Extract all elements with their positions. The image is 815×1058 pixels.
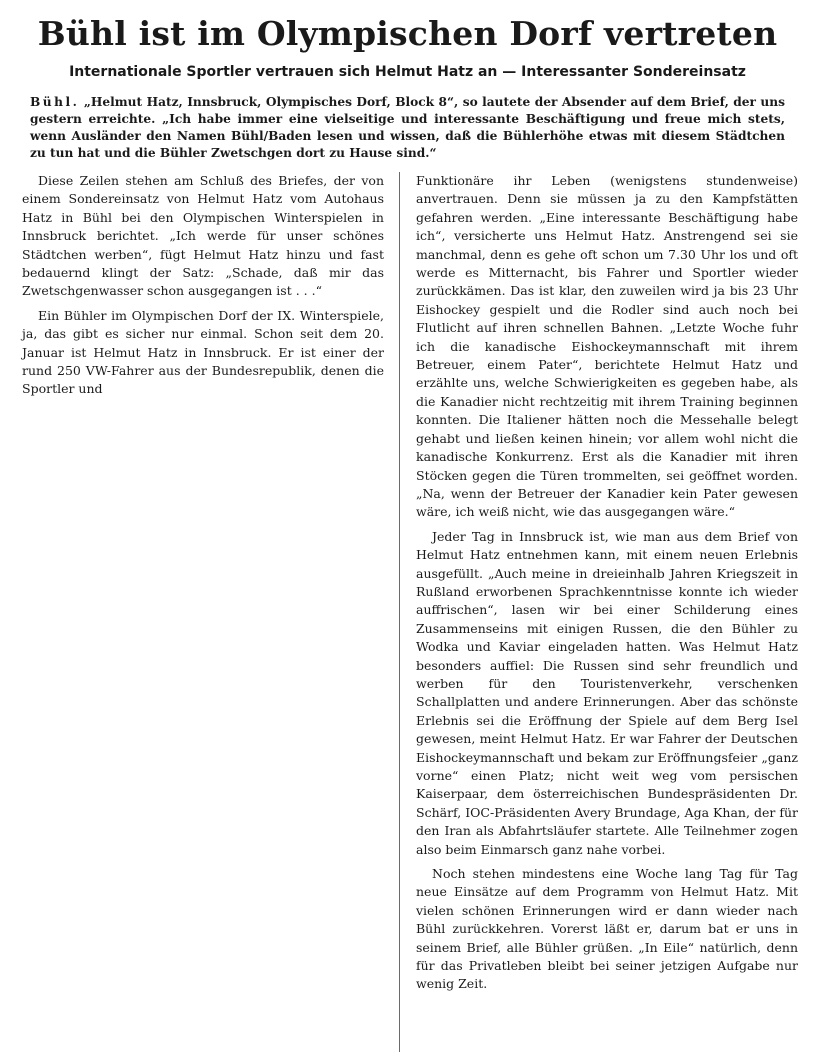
column-divider (399, 172, 400, 1052)
right-column (416, 172, 798, 1000)
article-lead (30, 94, 785, 162)
right-paragraph-2: Jeder Tag in Innsbruck ist, wie man aus dem Brief von Helmut Hatz entnehmen kann, mit einem neuen Erlebnis ausgefüllt. „Auch meine in dreieinhalb Jahren Kriegszeit in Rußland erworbenen Sprachkenntnisse konnte ich wieder auffrischen“, lasen wir bei einer Schilderung eines Zusammenseins mit einigen Russen, die den Bühler zu Wodka und Kaviar eingeladen hatten. Was Helmut Hatz besonders auffiel: Die Russen sind sehr freundlich und werben für den Touristenverkehr, verschenken Schallplatten und andere Erinnerungen. Aber das schönste Erlebnis sei die Eröffnung der Spiele auf dem Berg Isel gewesen, meint Helmut Hatz. Er war Fahrer der Deutschen Eishockeymannschaft und bekam zur Eröffnungsfeier „ganz vorne“ einen Platz; nicht weit weg vom persischen Kaiserpaar, dem österreichischen Bundespräsidenten Dr. Schärf, IOC-Präsidenten Avery Brundage, Aga Khan, der für den Iran als Abfahrtsläufer startete. Alle Teilnehmer zogen also beim Einmarsch ganz nahe vorbei. (416, 528, 798, 857)
article-headline: Bühl ist im Olympischen Dorf vertreten (37, 14, 778, 53)
left-paragraph-1: Diese Zeilen stehen am Schluß des Briefes, der von einem Sondereinsatz von Helmut Hatz vom Autohaus Hatz in Bühl bei den Olympischen Winterspielen in Innsbruck berichtet. „Ich werde für unser schönes Städtchen werben“, fügt Helmut Hatz hinzu und fast bedauernd klingt der Satz: „Schade, daß mir das Zwetschgenwasser schon ausgegangen ist . . .“ (22, 173, 384, 299)
lead-text: „Helmut Hatz, Innsbruck, Olympisches Dorf, Block 8“, so lautete der Absender auf dem Brief, der uns gestern erreichte. „Ich habe immer eine vielseitige und interessante Beschäftigung und freue mich stets, wenn Ausländer den Namen Bühl/Baden lesen und wissen, daß die Bühlerhöhe etwas mit diesem Städtchen zu tun hat und die Bühler Zwetschgen dort zu Hause sind.“ (30, 95, 785, 160)
article-subtitle: Internationale Sportler vertrauen sich Helmut Hatz an — Interessanter Sondereinsatz (69, 64, 746, 80)
right-paragraph-1: Funktionäre ihr Leben (wenigstens stundenweise) anvertrauen. Denn sie müssen ja zu den Kampfstätten gefahren werden. „Eine interessante Beschäftigung habe ich“, versicherte uns Helmut Hatz. Anstrengend sei sie manchmal, denn es gehe oft schon um 7.30 Uhr los und oft werde es Mitternacht, bis Fahrer und Sportler wieder zurückkämen. Das ist klar, den zuweilen wird ja bis 23 Uhr Eishockey gespielt und die Rodler sind auch noch bei Flutlicht auf ihren schnellen Bahnen. „Letzte Woche fuhr ich die kanadische Eishockeymannschaft mit ihrem Betreuer, einem Pater“, berichtete Helmut Hatz und erzählte uns, welche Schwierigkeiten es gegeben habe, als die Kanadier nicht rechtzeitig mit ihrem Training beginnen konnten. Die Italiener hätten noch die Messehalle belegt gehabt und ließen keinen hinein; vor allem wohl nicht die kanadische Konkurrenz. Erst als die Kanadier mit ihren Stöcken gegen die Türen trommelten, sei geöffnet worden. „Na, wenn der Betreuer der Kanadier kein Pater gewesen wäre, ich weiß nicht, wie das ausgegangen wäre.“ (416, 173, 798, 520)
lead-dateline: Bühl. (30, 95, 80, 109)
left-column (22, 172, 384, 405)
right-paragraph-3: Noch stehen mindestens eine Woche lang Tag für Tag neue Einsätze auf dem Programm von Helmut Hatz. Mit vielen schönen Erinnerungen wird er dann wieder nach Bühl zurückkehren. Vorerst läßt er, darum bat er uns in seinem Brief, alle Bühler grüßen. „In Eile“ natürlich, denn für das Privatleben bleibt bei seiner jetzigen Aufgabe nur wenig Zeit. (416, 866, 798, 992)
left-paragraph-2: Ein Bühler im Olympischen Dorf der IX. Winterspiele, ja, das gibt es sicher nur einmal. Schon seit dem 20. Januar ist Helmut Hatz in Innsbruck. Er ist einer der rund 250 VW-Fahrer aus der Bundesrepublik, denen die Sportler und (22, 307, 384, 397)
